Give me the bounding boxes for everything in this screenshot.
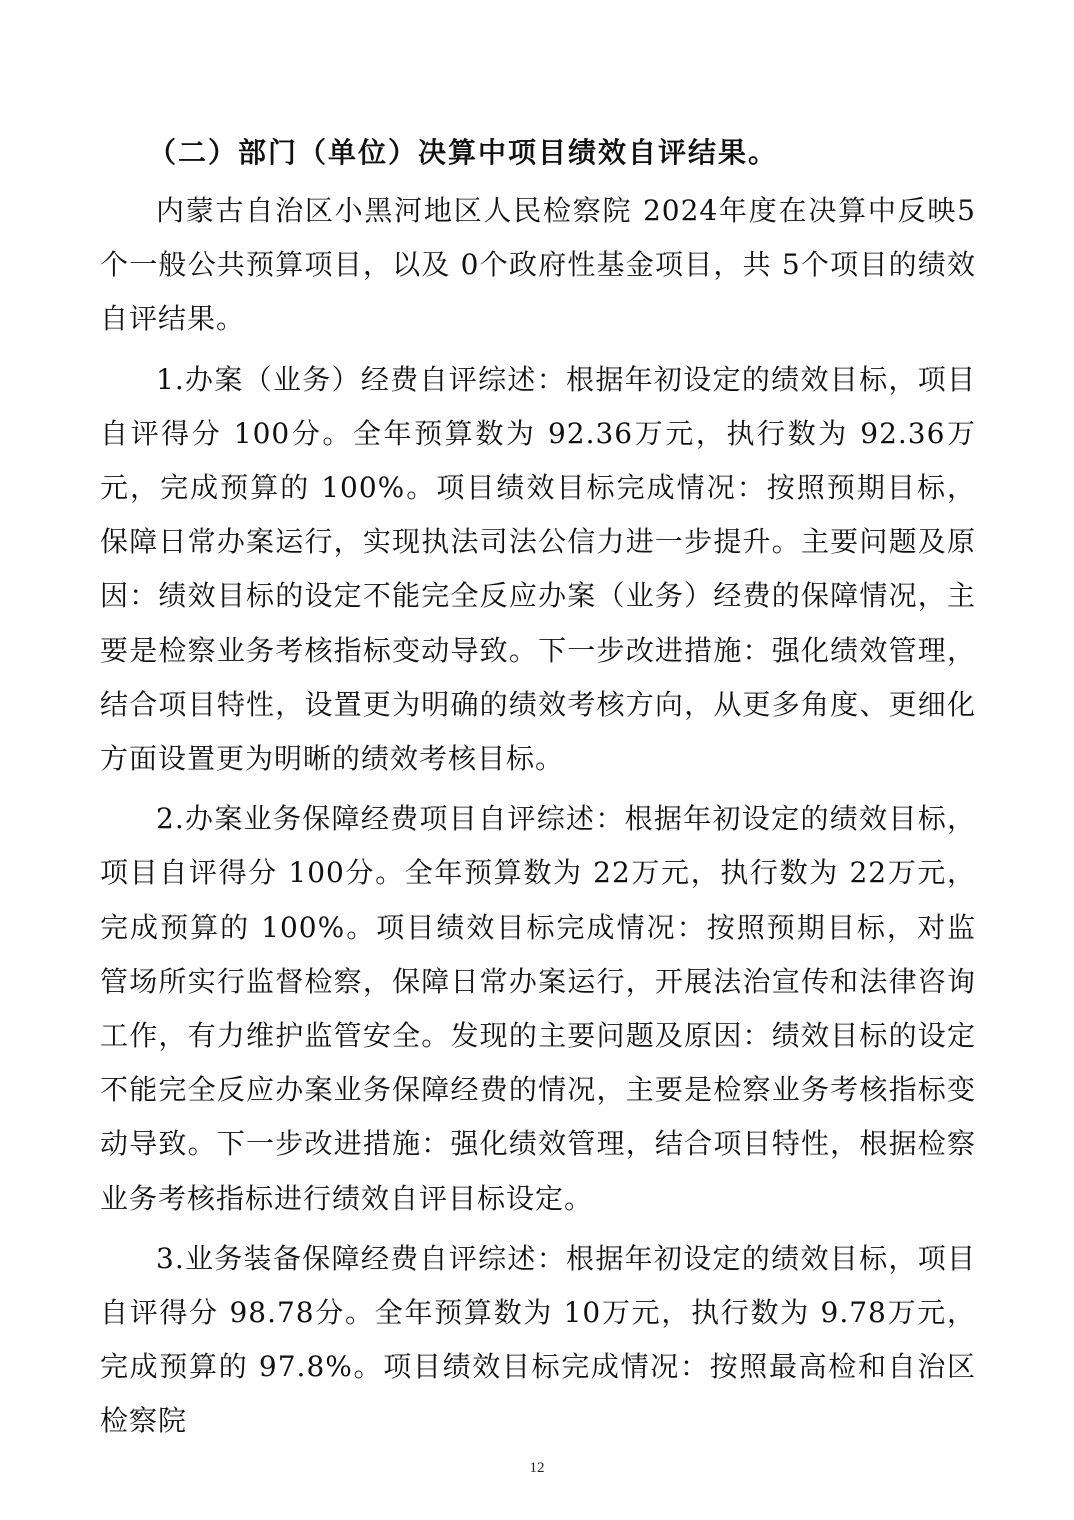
project-2-paragraph: 2.办案业务保障经费项目自评综述：根据年初设定的绩效目标，项目自评得分 100分。全年预算数为 22万元，执行数为 22万元，完成预算的 100%。项目绩效目标完成情况：按照预期目标，对监管场所实行监督检察，保障日常办案运行，开展法治宣传和法律咨询工作，有力维护监管安全。发现的主要问题及原因：绩效目标的设定不能完全反应办案业务保障经费的情况，主要是检察业务考核指标变动导致。下一步改进措施：强化绩效管理，结合项目特性，根据检察业务考核指标进行绩效自评目标设定。	[100, 802, 976, 1215]
intro-paragraph: 内蒙古自治区小黑河地区人民检察院 2024年度在决算中反映5个一般公共预算项目，以及 0个政府性基金项目，共 5个项目的绩效自评结果。	[100, 194, 976, 336]
project-3-paragraph: 3.业务装备保障经费自评综述：根据年初设定的绩效目标，项目自评得分 98.78分。全年预算数为 10万元，执行数为 9.78万元，完成预算的 97.8%。项目绩效目标完成情况：按照最高检和自治区检察院	[100, 1241, 976, 1438]
project-1-paragraph: 1.办案（业务）经费自评综述：根据年初设定的绩效目标，项目自评得分 100分。全年预算数为 92.36万元，执行数为 92.36万元，完成预算的 100%。项目绩效目标完成情况：按照预期目标，保障日常办案运行，实现执法司法公信力进一步提升。主要问题及原因：绩效目标的设定不能完全反应办案（业务）经费的保障情况，主要是检察业务考核指标变动导致。下一步改进措施：强化绩效管理，结合项目特性，设置更为明确的绩效考核方向，从更多角度、更细化方面设置更为明晰的绩效考核目标。	[100, 362, 976, 776]
document-body	[100, 128, 976, 1455]
section-heading: （二）部门（单位）决算中项目绩效自评结果。	[148, 136, 779, 169]
page-number: 12	[529, 1460, 545, 1476]
